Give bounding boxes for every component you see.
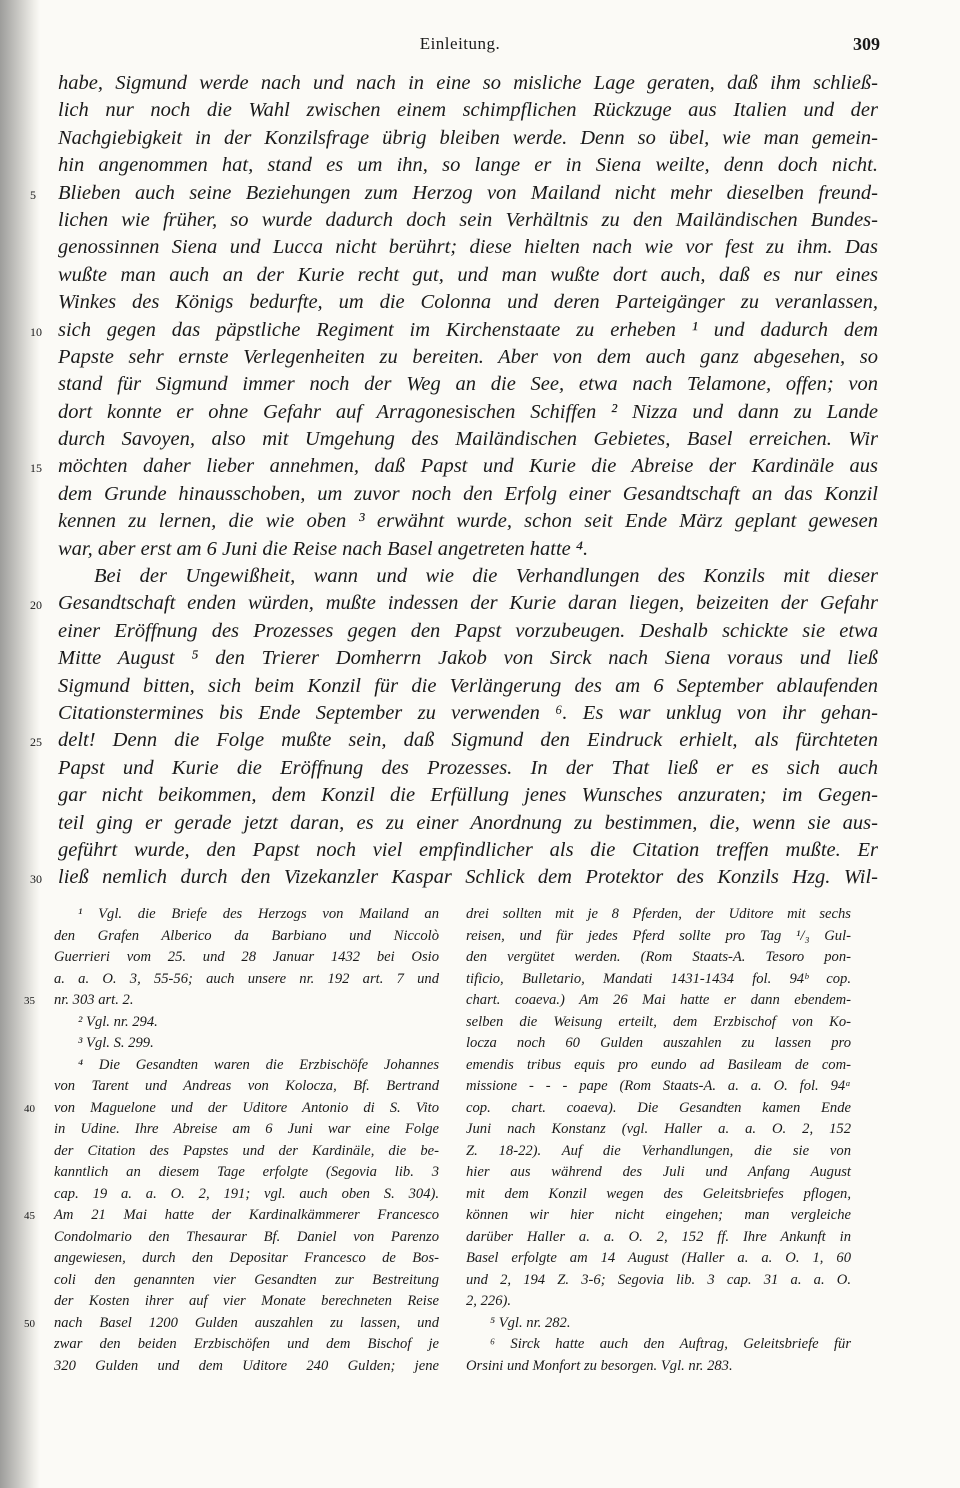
footnote-line — [54, 1033, 439, 1055]
line-text: coli den genannten vier Gesandten zur Bestreitung — [54, 1271, 439, 1288]
line-text: Am 21 Mai hatte der Kardinalkämmerer Francesco — [54, 1207, 439, 1223]
text-line — [58, 563, 878, 590]
text-line — [58, 70, 878, 97]
line-text: nach Basel 1200 Gulden auszahlen zu lassen, und — [54, 1314, 439, 1331]
text-line — [58, 97, 878, 124]
footnote-line — [54, 1184, 439, 1206]
text-line — [58, 645, 878, 672]
text-line — [58, 125, 878, 152]
line-text: gar nicht beikommen, dem Konzil die Erfüllung jenes Wunsches anzuraten; im Gegen- — [58, 784, 878, 807]
line-text: ² Vgl. nr. 294. — [78, 1013, 158, 1030]
text-line — [30, 180, 878, 207]
line-number: 30 — [30, 872, 42, 887]
footnote-line — [54, 1270, 439, 1292]
line-text: ⁵ Vgl. nr. 282. — [490, 1314, 571, 1331]
line-text: darüber Haller a. a. O. 2, 152 ff. Ihre Ankunft in — [466, 1228, 851, 1245]
line-number: 45 — [24, 1210, 35, 1222]
footnote-line — [54, 1356, 439, 1378]
footnote-line — [466, 1291, 851, 1313]
footnote-line — [466, 1119, 851, 1141]
line-text: delt! Denn die Folge mußte sein, daß Sigmund den Eindruck erhielt, als fürchteten — [58, 729, 878, 752]
footnote-line — [54, 904, 439, 926]
line-text: kanntlich an diesem Tage erfolgte (Segovia lib. 3 — [54, 1164, 439, 1180]
footnotes-right-column — [466, 904, 851, 1377]
line-text: Condolmario den Thesaurar Bf. Daniel von Parenzo — [54, 1228, 439, 1245]
footnote-line — [54, 947, 439, 969]
line-text: Nachgiebigkeit in der Konzilsfrage übrig bleiben werde. Denn so übel, wie man gemein- — [58, 126, 878, 149]
footnote-line — [54, 1055, 439, 1077]
line-text: von Tarent und Andreas von Kolocza, Bf. Bertrand — [54, 1078, 439, 1094]
footnote-line — [54, 1227, 439, 1249]
line-text: 320 Gulden und dem Uditore 240 Gulden; jene — [54, 1357, 439, 1374]
footnote-line — [466, 990, 851, 1012]
line-text: den vergütet werden. (Rom Staats-A. Tesoro pon- — [466, 949, 851, 965]
line-text: Juni nach Konstanz (vgl. Haller a. a. O. 2, 152 — [466, 1121, 851, 1137]
line-text: lichen wie früher, so wurde dadurch doch sein Verhältnis zu den Mailändischen Bundes- — [58, 208, 878, 231]
footnote-line — [54, 1162, 439, 1184]
footnote-line — [466, 1055, 851, 1077]
line-text: Papste sehr ernste Verlegenheiten zu bereiten. Aber von dem auch ganz abgesehen, so — [58, 345, 878, 368]
line-text: sich gegen das päpstliche Regiment im Kirchenstaate zu erheben ¹ und dadurch dem — [58, 318, 878, 341]
text-line — [30, 590, 878, 617]
line-number: 20 — [30, 598, 42, 613]
footnotes-left-column — [24, 904, 439, 1377]
footnote-line — [466, 1270, 851, 1292]
page-number: 309 — [853, 34, 880, 54]
line-text: Citationstermines bis Ende September zu verwenden ⁶. Es war unklug von ihr gehan- — [58, 701, 878, 724]
text-line — [58, 426, 878, 453]
footnote-line — [466, 1313, 851, 1335]
text-line — [58, 399, 878, 426]
line-text: chart. coaeva.) Am 26 Mai hatte er dann ebendem- — [466, 992, 851, 1008]
line-text: 2, 226). — [466, 1293, 511, 1309]
footnote-line — [466, 1012, 851, 1034]
footnote-line — [466, 1356, 851, 1378]
line-text: Orsini und Monfort zu besorgen. Vgl. nr. 283. — [466, 1357, 733, 1374]
line-text: drei sollten mit je 8 Pferden, der Uditore mit sechs — [466, 906, 851, 922]
line-text: tificio, Bulletario, Mandati 1431-1434 fol. 94ᵇ cop. — [466, 970, 851, 987]
footnote-line — [466, 1184, 851, 1206]
text-line — [58, 344, 878, 371]
footnote-line — [466, 969, 851, 991]
line-text: ließ nemlich durch den Vizekanzler Kaspar Schlick dem Protektor des Konzils Hzg. Wil- — [58, 866, 878, 889]
line-text: ¹ Vgl. die Briefe des Herzogs von Mailand an — [78, 906, 439, 922]
line-text: missione - - - pape (Rom Staats-A. a. a. O. fol. 94ᵃ — [466, 1078, 851, 1094]
footnote-line — [466, 947, 851, 969]
line-text: der Kosten ihrer auf vier Monate berechneten Reise — [54, 1293, 439, 1309]
line-number: 10 — [30, 324, 42, 339]
line-number: 5 — [30, 187, 36, 202]
text-line — [58, 289, 878, 316]
text-line — [58, 673, 878, 700]
line-text: Gesandtschaft enden würden, mußte indessen der Kurie daran liegen, beizeiten der Gefahr — [58, 592, 878, 615]
line-text: einer Eröffnung des Prozesses gegen den Papst vorzubeugen. Deshalb schickte sie etwa — [58, 619, 878, 642]
text-line — [58, 508, 878, 535]
footnote-line — [54, 1248, 439, 1270]
line-text: angewiesen, durch den Depositar Francesco de Bos- — [54, 1250, 439, 1266]
footnote-line — [466, 1248, 851, 1270]
line-text: können wir hier nicht eingehen; man vergleiche — [466, 1207, 851, 1223]
line-text: der Citation des Papstes und der Kardinäle, die be- — [54, 1142, 439, 1159]
line-text: und 2, 194 Z. 3-6; Segovia lib. 3 cap. 31 a. a. O. — [466, 1271, 851, 1288]
text-line — [30, 317, 878, 344]
line-text: geführt wurde, den Papst noch viel empfindlicher als die Citation treffen mußte. Er — [58, 838, 878, 861]
line-text: teil ging er gerade jetzt daran, es zu einer Anordnung zu bestimmen, die, wenn sie aus- — [58, 811, 878, 834]
line-text: von Maguelone und der Uditore Antonio di S. Vito — [54, 1099, 439, 1116]
main-text-block — [30, 70, 878, 892]
line-text: ⁴ Die Gesandten waren die Erzbischöfe Johannes — [78, 1056, 439, 1073]
footnote-line — [466, 1141, 851, 1163]
line-text: mit dem Konzil wegen des Geleitsbriefes pflogen, — [466, 1185, 851, 1202]
footnote-line — [54, 926, 439, 948]
line-text: Papst und Kurie die Eröffnung des Prozesses. In der That ließ er es sich auch — [58, 756, 878, 779]
footnote-line — [54, 1334, 439, 1356]
line-number: 35 — [24, 995, 35, 1007]
line-text: den Grafen Alberico da Barbiano und Niccolò — [54, 927, 439, 944]
line-number: 50 — [24, 1317, 35, 1330]
line-text: hier aus während des Juli und Anfang August — [466, 1164, 851, 1180]
line-text: ³ Vgl. S. 299. — [78, 1035, 154, 1051]
line-text: lich nur noch die Wahl zwischen einem schimpflichen Rückzuge aus Italien und der — [58, 99, 878, 122]
line-text: in Udine. Ihre Abreise am 6 Juni war eine Folge — [54, 1121, 439, 1137]
line-text: emendis tribus equis pro eundo ad Basileam de com- — [466, 1056, 851, 1073]
text-line — [30, 453, 878, 480]
line-number: 25 — [30, 735, 42, 750]
text-line — [58, 700, 878, 727]
footnote-line — [466, 1098, 851, 1120]
text-line — [58, 234, 878, 261]
line-text: habe, Sigmund werde nach und nach in eine so misliche Lage geraten, daß ihm schließ- — [58, 72, 878, 94]
text-line — [58, 810, 878, 837]
line-text: dem Grunde hinausschoben, um zuvor noch den Erfolg einer Gesandtschaft an das Konzil — [58, 482, 878, 505]
footnote-line — [466, 1334, 851, 1356]
line-text: zwar den beiden Erzbischöfen und dem Bischof je — [54, 1336, 439, 1352]
line-text: selben die Weisung erteilt, dem Erzbischof von Ko- — [466, 1013, 851, 1030]
line-text: kennen zu lernen, die wie oben ³ erwähnt wurde, schon seit Ende März geplant gewesen — [58, 510, 878, 533]
line-text: Blieben auch seine Beziehungen zum Herzog von Mailand nicht mehr dieselben freund- — [58, 181, 878, 204]
text-line — [58, 618, 878, 645]
line-text: ⁶ Sirck hatte auch den Auftrag, Geleitsbriefe für — [490, 1336, 851, 1352]
footnote-line — [54, 1291, 439, 1313]
line-text: dort konnte er ohne Gefahr auf Arragonesischen Schiffen ² Nizza und dann zu Lande — [58, 400, 878, 423]
footnote-line — [466, 1227, 851, 1249]
footnote-line — [466, 1162, 851, 1184]
footnote-line — [466, 926, 851, 948]
line-text: locza noch 60 Gulden auszahlen zu lassen pro — [466, 1035, 851, 1051]
line-text: hin angenommen hat, stand es um ihn, so lange er in Siena weilte, denn doch nicht. — [58, 154, 878, 177]
text-line — [58, 371, 878, 398]
line-text: Guerrieri vom 25. und 28 Januar 1432 bei Osio — [54, 949, 439, 965]
footnote-line — [24, 990, 439, 1012]
line-text: reisen, und für jedes Pferd sollte pro Tag ¹/₃ Gul- — [466, 927, 851, 944]
line-text: durch Savoyen, also mit Umgehung des Mailändischen Gebietes, Basel erreichen. Wir — [58, 428, 878, 451]
footnote-line — [54, 969, 439, 991]
text-line — [58, 837, 878, 864]
line-text: stand für Sigmund immer noch der Weg an die See, etwa nach Telamone, offen; von — [58, 373, 878, 396]
footnote-line — [24, 1313, 439, 1335]
footnote-line — [466, 1076, 851, 1098]
footnote-line — [466, 904, 851, 926]
line-text: Winkes des Königs bedurfte, um die Colonna und deren Parteigänger zu veranlassen, — [58, 291, 878, 314]
text-line — [58, 782, 878, 809]
page-header — [40, 34, 880, 60]
line-text: cop. chart. coaeva). Die Gesandten kamen Ende — [466, 1099, 851, 1116]
text-line — [58, 481, 878, 508]
footnote-line — [54, 1012, 439, 1034]
line-number: 40 — [24, 1102, 35, 1115]
line-text: Bei der Ungewißheit, wann und wie die Verhandlungen des Konzils mit dieser — [94, 565, 878, 588]
footnote-line — [54, 1141, 439, 1163]
footnote-line — [24, 1205, 439, 1227]
line-text: Sigmund bitten, sich beim Konzil für die Verlängerung des am 6 September ablaufenden — [58, 674, 878, 697]
line-text: Z. 18-22). Auf die Verhandlungen, die sie von — [466, 1142, 851, 1159]
line-number: 15 — [30, 461, 42, 476]
text-line — [58, 755, 878, 782]
text-line — [58, 152, 878, 179]
line-text: war, aber erst am 6 Juni die Reise nach Basel angetreten hatte ⁴. — [58, 537, 589, 560]
footnote-line — [466, 1033, 851, 1055]
line-text: Mitte August ⁵ den Trierer Domherrn Jakob von Sirck nach Siena voraus und ließ — [58, 647, 878, 670]
line-text: a. a. O. 3, 55-56; auch unsere nr. 192 art. 7 und — [54, 970, 439, 987]
line-text: genossinnen Siena und Lucca nicht berührt; diese hielten nach wie vor fest zu ihm. Das — [58, 236, 878, 259]
text-line — [58, 207, 878, 234]
footnotes — [24, 904, 862, 1424]
line-text: wußte man auch an der Kurie recht gut, und man wußte dort auch, daß es nur eines — [58, 263, 878, 286]
footnote-line — [466, 1205, 851, 1227]
text-line — [30, 727, 878, 754]
line-text: möchten daher lieber annehmen, daß Papst und Kurie die Abreise der Kardinäle aus — [58, 455, 878, 478]
text-line — [58, 536, 878, 563]
line-text: cap. 19 a. a. O. 2, 191; vgl. auch oben S. 304). — [54, 1185, 439, 1202]
line-text: Basel erfolgte am 14 August (Haller a. a. O. 1, 60 — [466, 1250, 851, 1266]
footnote-line — [54, 1076, 439, 1098]
footnote-line — [24, 1098, 439, 1120]
line-text: nr. 303 art. 2. — [54, 992, 134, 1008]
running-title: Einleitung. — [419, 34, 501, 53]
text-line — [30, 864, 878, 891]
text-line — [58, 262, 878, 289]
footnote-line — [54, 1119, 439, 1141]
